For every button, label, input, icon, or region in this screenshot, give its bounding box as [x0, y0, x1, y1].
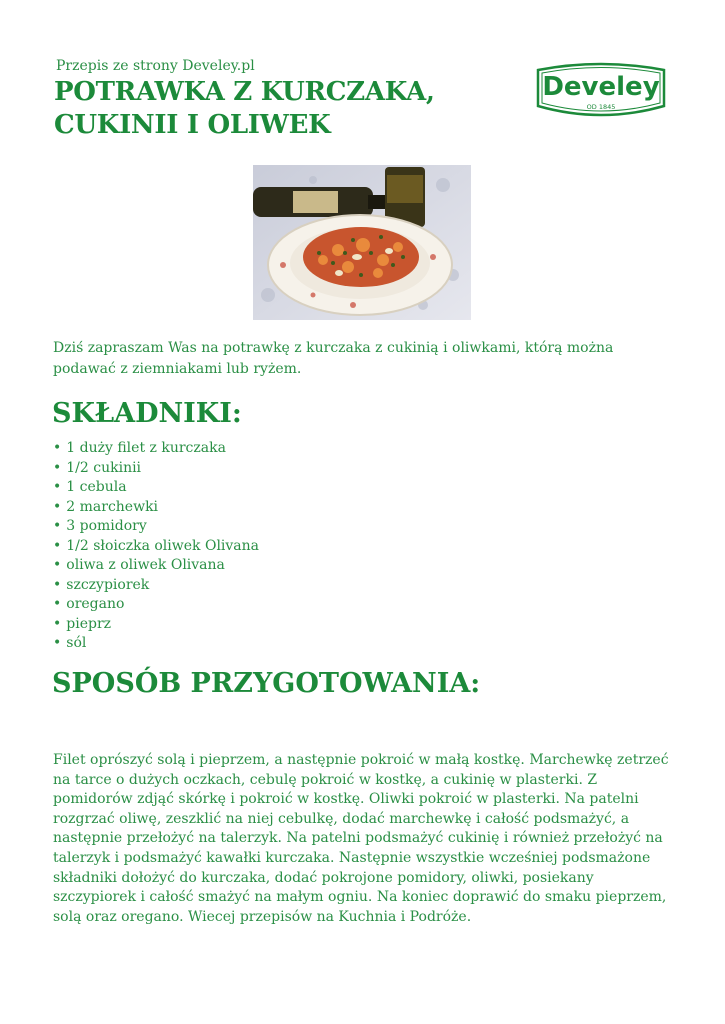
- method-heading: SPOSÓB PRZYGOTOWANIA:: [52, 668, 481, 699]
- ingredient-item: • szczypiorek: [53, 576, 259, 596]
- logo-brand-text: Develey: [542, 72, 660, 102]
- dish-photo: [253, 165, 471, 320]
- ingredient-item: • 3 pomidory: [53, 517, 259, 537]
- ingredient-item: • 2 marchewki: [53, 498, 259, 518]
- source-note: Przepis ze strony Develey.pl: [56, 58, 255, 74]
- ingredient-item: • oliwa z oliwek Olivana: [53, 556, 259, 576]
- ingredients-list: [53, 439, 259, 654]
- title-line-1: POTRAWKA Z KURCZAKA,: [54, 77, 435, 107]
- ingredient-item: • 1/2 słoiczka oliwek Olivana: [53, 537, 259, 557]
- ingredient-item: • sól: [53, 634, 259, 654]
- ingredient-item: • 1 duży filet z kurczaka: [53, 439, 259, 459]
- method-text: Filet oprószyć solą i pieprzem, a następnie pokroić w małą kostkę. Marchewkę zetrzeć na tarce o dużych oczkach, cebulę pokroić w kostkę, a cukinię w plasterki. Z pomidorów zdjąć skórkę i pokroić w kostkę. Oliwki pokroić w plasterki. Na patelni rozgrzać oliwę, zeszklić na niej cebulkę, dodać marchewkę i całość podsmażyć, a następnie przełożyć na talerzyk. Na patelni podsmażyć cukinię i również przełożyć na talerzyk i podsmażyć kawałki kurczaka. Następnie wszystkie wcześniej podsmażone składniki dołożyć do kurczaka, dodać pokrojone pomidory, oliwki, posiekany szczypiorek i całość smażyć na małym ogniu. Na koniec doprawić do smaku pieprzem, solą oraz oregano. Wiecej przepisów na Kuchnia i Podróże.: [53, 752, 669, 925]
- title-line-2: CUKINII I OLIWEK: [54, 110, 331, 140]
- develey-logo: [532, 60, 670, 122]
- ingredient-item: • oregano: [53, 595, 259, 615]
- ingredient-item: • 1/2 cukinii: [53, 459, 259, 479]
- ingredient-item: • pieprz: [53, 615, 259, 635]
- ingredient-item: • 1 cebula: [53, 478, 259, 498]
- ingredients-heading: SKŁADNIKI:: [52, 398, 242, 429]
- intro-text: Dziś zapraszam Was na potrawkę z kurczaka z cukinią i oliwkami, którą można podawać z ziemniakami lub ryżem.: [53, 340, 614, 377]
- logo-since-text: OD 1845: [586, 103, 616, 111]
- page-title: [54, 76, 494, 142]
